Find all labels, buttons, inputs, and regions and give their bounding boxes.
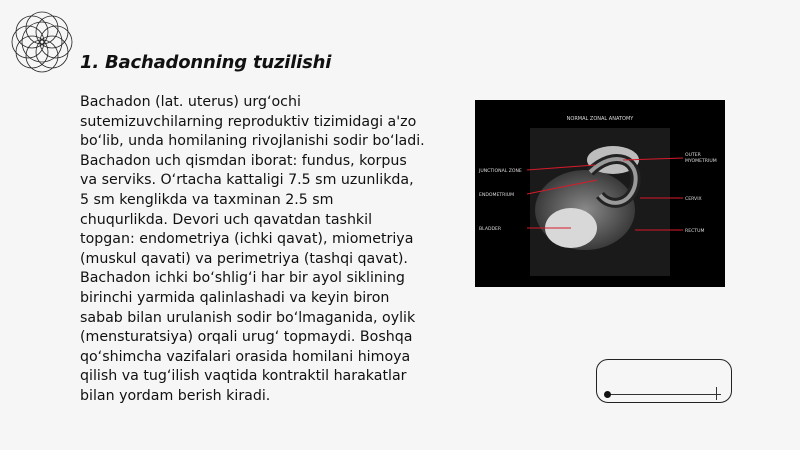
label-outer: OUTER [685,153,701,158]
label-junctional-zone: JUNCTIONAL ZONE [479,169,522,174]
label-rectum: RECTUM [685,229,705,234]
label-bladder: BLADDER [479,227,502,232]
progress-end-marker-icon [716,387,717,400]
figure-title: NORMAL ZONAL ANATOMY [566,116,634,122]
progress-handle[interactable] [604,391,611,398]
slide-body-text: Bachadon (lat. uterus) urg‘ochi sutemizuvchilarning reproduktiv tizimidagi a'zo bo‘lib, unda homilaning rivojlanishi sodir bo‘ladi. Bachadon uch qismdan iborat: fundus, korpus va serviks. O‘rtacha kattaligi 7.5 sm uzunlikda, 5 sm kenglikda va taxminan 2.5 sm chuqurlikda. Devori uch qavatdan tashkil topgan: endometriya (ichki qavat), miometriya (muskul qavati) va perimetriya (tashqi qavat). Bachadon ichki bo‘shlig‘i har bir ayol siklining birinchi yarmida qalinlashadi va keyin biron sabab bilan urulanish sodir bo‘lmaganida, oylik (mensturatsiya) orqali urug‘ topmaydi. Boshqa qo‘shimcha vazifalari orasida homilani himoya qilish va tug‘ilish vaqtida kontraktil harakatlar bilan yordam berish kiradi. [80,94,425,404]
label-cervix: CERVIX [685,197,702,202]
label-endometrium: ENDOMETRIUM [479,193,515,198]
slide-navigation-widget[interactable] [596,359,732,403]
logo-icon [4,4,80,80]
slide-title: 1. Bachadonning tuzilishi [80,52,332,73]
mri-figure [475,100,725,287]
label-myometrium: MYOMETRIUM [685,159,717,164]
progress-track [607,394,721,395]
